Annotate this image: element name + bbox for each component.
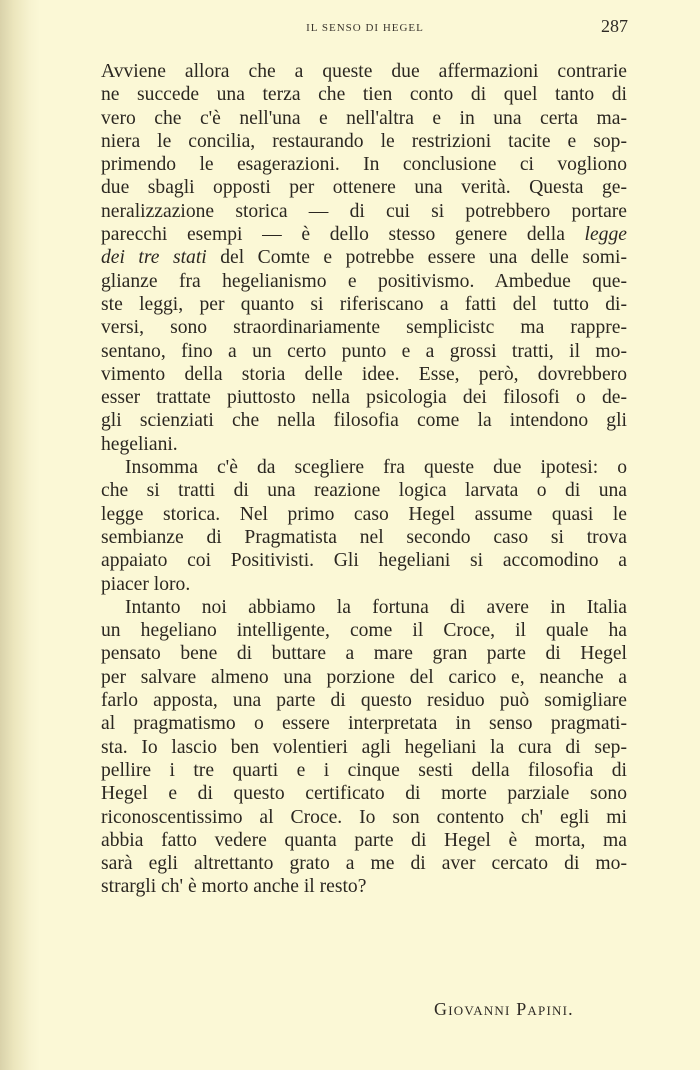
- text-line: legge storica. Nel primo caso Hegel assume quasi le: [101, 503, 627, 525]
- text-segment: del Comte e potrebbe essere una delle somi-: [220, 247, 627, 269]
- text-line: abbia fatto vedere quanta parte di Hegel è morta, ma: [101, 829, 627, 851]
- text-line: farlo apposta, una parte di questo residuo può somigliare: [101, 690, 627, 712]
- text-line: niera le concilia, restaurando le restrizioni tacite e sop-: [101, 130, 627, 152]
- text-line: pellire i tre quarti e i cinque sesti della filosofia di: [101, 759, 627, 781]
- text-line-with-italic: [101, 223, 627, 246]
- text-line: piacer loro.: [101, 573, 191, 595]
- text-line: glianze fra hegelianismo e positivismo. Ambedue que-: [101, 270, 627, 292]
- text-line: un hegeliano intelligente, come il Croce, il quale ha: [101, 620, 627, 642]
- author-signature: Giovanni Papini.: [434, 999, 574, 1019]
- text-line: strargli ch' è morto anche il resto?: [101, 876, 367, 898]
- text-line: riconoscentissimo al Croce. Io son contento ch' egli mi: [101, 806, 627, 828]
- text-line: sentano, fino a un certo punto e a grossi tratti, il mo-: [101, 340, 627, 362]
- text-line: ne succede una terza che tien conto di quel tanto di: [101, 84, 627, 106]
- text-line: gli scienziati che nella filosofia come la intendono gli: [101, 410, 627, 432]
- text-line: neralizzazione storica — di cui si potrebbero portare: [101, 200, 627, 222]
- text-line: ste leggi, per quanto si riferiscano a fatti del tutto di-: [101, 293, 627, 315]
- text-line: sta. Io lascio ben volentieri agli hegeliani la cura di sep-: [101, 736, 627, 758]
- text-line: vero che c'è nell'una e nell'altra e in una certa ma-: [101, 107, 627, 129]
- text-line: per salvare almeno una porzione del carico e, neanche a: [101, 666, 627, 688]
- paragraph-3: [101, 596, 627, 899]
- italic-term: legge: [584, 224, 627, 246]
- paragraph-2: [101, 456, 627, 596]
- body-text: [101, 60, 627, 899]
- paragraph-1: [101, 60, 627, 456]
- text-line: vimento della storia delle idee. Esse, però, dovrebbero: [101, 363, 627, 385]
- text-line: Insomma c'è da scegliere fra queste due ipotesi: o: [125, 457, 627, 479]
- text-line: sarà egli altrettanto grato a me di aver cercato di mo-: [101, 853, 627, 875]
- running-title: IL SENSO DI HEGEL: [306, 22, 424, 34]
- text-line: che si tratti di una reazione logica larvata o di una: [101, 480, 627, 502]
- text-line: Intanto noi abbiamo la fortuna di avere in Italia: [125, 596, 627, 618]
- page-number: 287: [601, 16, 628, 36]
- text-line: Avviene allora che a queste due affermazioni contrarie: [101, 61, 627, 82]
- text-line: al pragmatismo o essere interpretata in senso pragmati-: [101, 713, 627, 735]
- text-line: esser trattate piuttosto nella psicologia dei filosofi o de-: [101, 387, 627, 409]
- text-line: versi, sono straordinariamente semplicistc ma rappre-: [101, 317, 627, 339]
- text-line: due sbagli opposti per ottenere una verità. Questa ge-: [101, 177, 627, 199]
- text-line-with-italic: [101, 246, 627, 269]
- text-line: hegeliani.: [101, 433, 178, 455]
- italic-term: dei tre stati: [101, 247, 207, 269]
- text-line: Hegel e di questo certificato di morte parziale sono: [101, 783, 627, 805]
- text-line: appaiato coi Positivisti. Gli hegeliani si accomodino a: [101, 550, 627, 572]
- text-line: sembianze di Pragmatista nel secondo caso si trova: [101, 526, 627, 548]
- text-line: pensato bene di buttare a mare gran parte di Hegel: [101, 643, 627, 665]
- text-line: primendo le esagerazioni. In conclusione ci vogliono: [101, 154, 627, 176]
- text-segment: parecchi esempi — è dello stesso genere della: [101, 224, 565, 246]
